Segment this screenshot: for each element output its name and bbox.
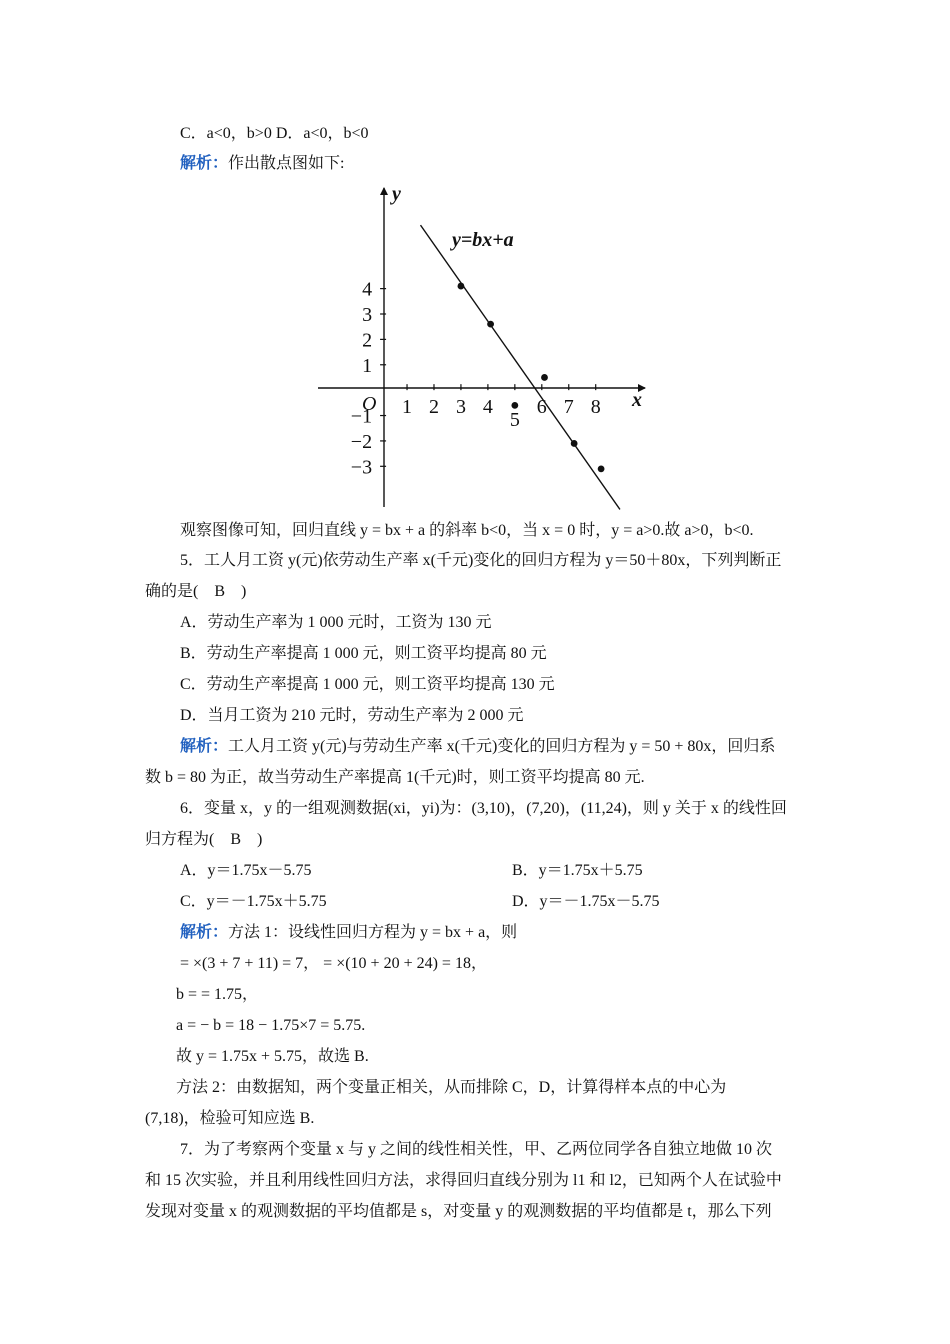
x-ticks (402, 384, 601, 431)
q5-jiexi-line2: 数 b = 80 为正，故当劳动生产率提高 1(千元)时，则工资平均提高 80 元. (145, 769, 645, 786)
q5-stem-line2: 确的是( B ) (145, 583, 247, 600)
jiexi-text: 工人月工资 y(元)与劳动生产率 x(千元)变化的回归方程为 y = 50 + 80x，回归系 (228, 738, 776, 755)
q5-jiexi-line1 (180, 736, 775, 758)
q6-method2-line2: (7,18)，检验可知应选 B. (145, 1110, 315, 1127)
q6-option-d: D．y＝－1.75x－5.75 (512, 893, 660, 910)
y-ticks (351, 279, 386, 479)
x-tick-label: 4 (482, 396, 493, 419)
q4-jiexi (180, 153, 344, 175)
q6-jiexi-method1 (180, 922, 517, 944)
q5-stem-line1: 5．工人月工资 y(元)依劳动生产率 x(千元)变化的回归方程为 y＝50＋80x，下列判断正 (180, 552, 782, 569)
y-tick-label: −1 (350, 405, 373, 428)
q6-stem-line1: 6．变量 x，y 的一组观测数据(xi，yi)为：(3,10)，(7,20)，(11,24)，则 y 关于 x 的线性回 (180, 800, 787, 817)
x-tick-label: 7 (563, 396, 574, 419)
q7-line2: 和 15 次实验，并且利用线性回归方法，求得回归直线分别为 l1 和 l2，已知两个人在试验中 (145, 1172, 782, 1189)
regression-line (421, 225, 620, 509)
q6-option-b: B．y＝1.75x＋5.75 (512, 862, 643, 879)
q6-calc2: b = = 1.75， (176, 986, 259, 1003)
y-tick-label: 4 (362, 278, 373, 301)
q5-option-b: B．劳动生产率提高 1 000 元，则工资平均提高 80 元 (180, 645, 547, 662)
x-tick-label: 3 (455, 396, 466, 419)
data-point (598, 465, 605, 472)
q6-calc1: = ×(3 + 7 + 11) = 7， = ×(10 + 20 + 24) = 18， (180, 955, 487, 972)
axis-label-x: x (632, 389, 642, 411)
data-point (487, 321, 494, 328)
q6-calc3: a = − b = 18 − 1.75×7 = 5.75. (176, 1017, 366, 1034)
data-point (511, 402, 518, 409)
q6-option-a: A．y＝1.75x－5.75 (180, 862, 312, 879)
jiexi-intro: 作出散点图如下: (228, 155, 345, 172)
jiexi-label: 解析： (180, 924, 229, 941)
q6-calc4: 故 y = 1.75x + 5.75，故选 B. (176, 1048, 369, 1065)
q6-method2-line1: 方法 2：由数据知，两个变量正相关，从而排除 C，D，计算得样本点的中心为 (176, 1079, 727, 1096)
x-tick-label: 5 (509, 409, 520, 432)
method1-text: 方法 1：设线性回归方程为 y = bx + a，则 (228, 924, 518, 941)
y-tick-label: −2 (350, 430, 373, 453)
jiexi-label: 解析： (180, 155, 229, 172)
x-tick-label: 1 (402, 396, 413, 419)
scatter-plot (310, 182, 655, 512)
jiexi-label: 解析： (180, 738, 229, 755)
x-tick-label: 8 (590, 396, 601, 419)
q4-conclusion: 观察图像可知，回归直线 y = bx + a 的斜率 b<0，当 x = 0 时，y = a>0.故 a>0，b<0. (180, 522, 754, 539)
origin-label: O (362, 393, 377, 415)
q4-options-cd: C．a<0，b>0 D．a<0，b<0 (180, 125, 369, 142)
q5-option-c: C．劳动生产率提高 1 000 元，则工资平均提高 130 元 (180, 676, 555, 693)
data-point (571, 440, 578, 447)
data-point (541, 374, 548, 381)
y-tick-label: 1 (362, 354, 373, 377)
axis-label-y: y (392, 183, 401, 205)
q5-option-a: A．劳动生产率为 1 000 元时，工资为 130 元 (180, 614, 492, 631)
chart-title: y=bx+a (452, 229, 514, 251)
q6-option-c: C．y＝－1.75x＋5.75 (180, 893, 327, 910)
data-point (458, 283, 465, 290)
y-tick-label: −3 (350, 456, 373, 479)
y-tick-label: 3 (362, 304, 373, 326)
q7-line1: 7．为了考察两个变量 x 与 y 之间的线性相关性，甲、乙两位同学各自独立地做 10 次 (180, 1141, 773, 1158)
q5-option-d: D．当月工资为 210 元时，劳动生产率为 2 000 元 (180, 707, 524, 724)
q7-line3: 发现对变量 x 的观测数据的平均值都是 s，对变量 y 的观测数据的平均值都是 t，那么下列 (145, 1203, 772, 1220)
x-tick-label: 6 (536, 396, 547, 419)
x-tick-label: 2 (428, 396, 439, 419)
data-points (455, 283, 605, 473)
y-tick-label: 2 (362, 329, 373, 352)
q6-stem-line2: 归方程为( B ) (145, 831, 263, 848)
